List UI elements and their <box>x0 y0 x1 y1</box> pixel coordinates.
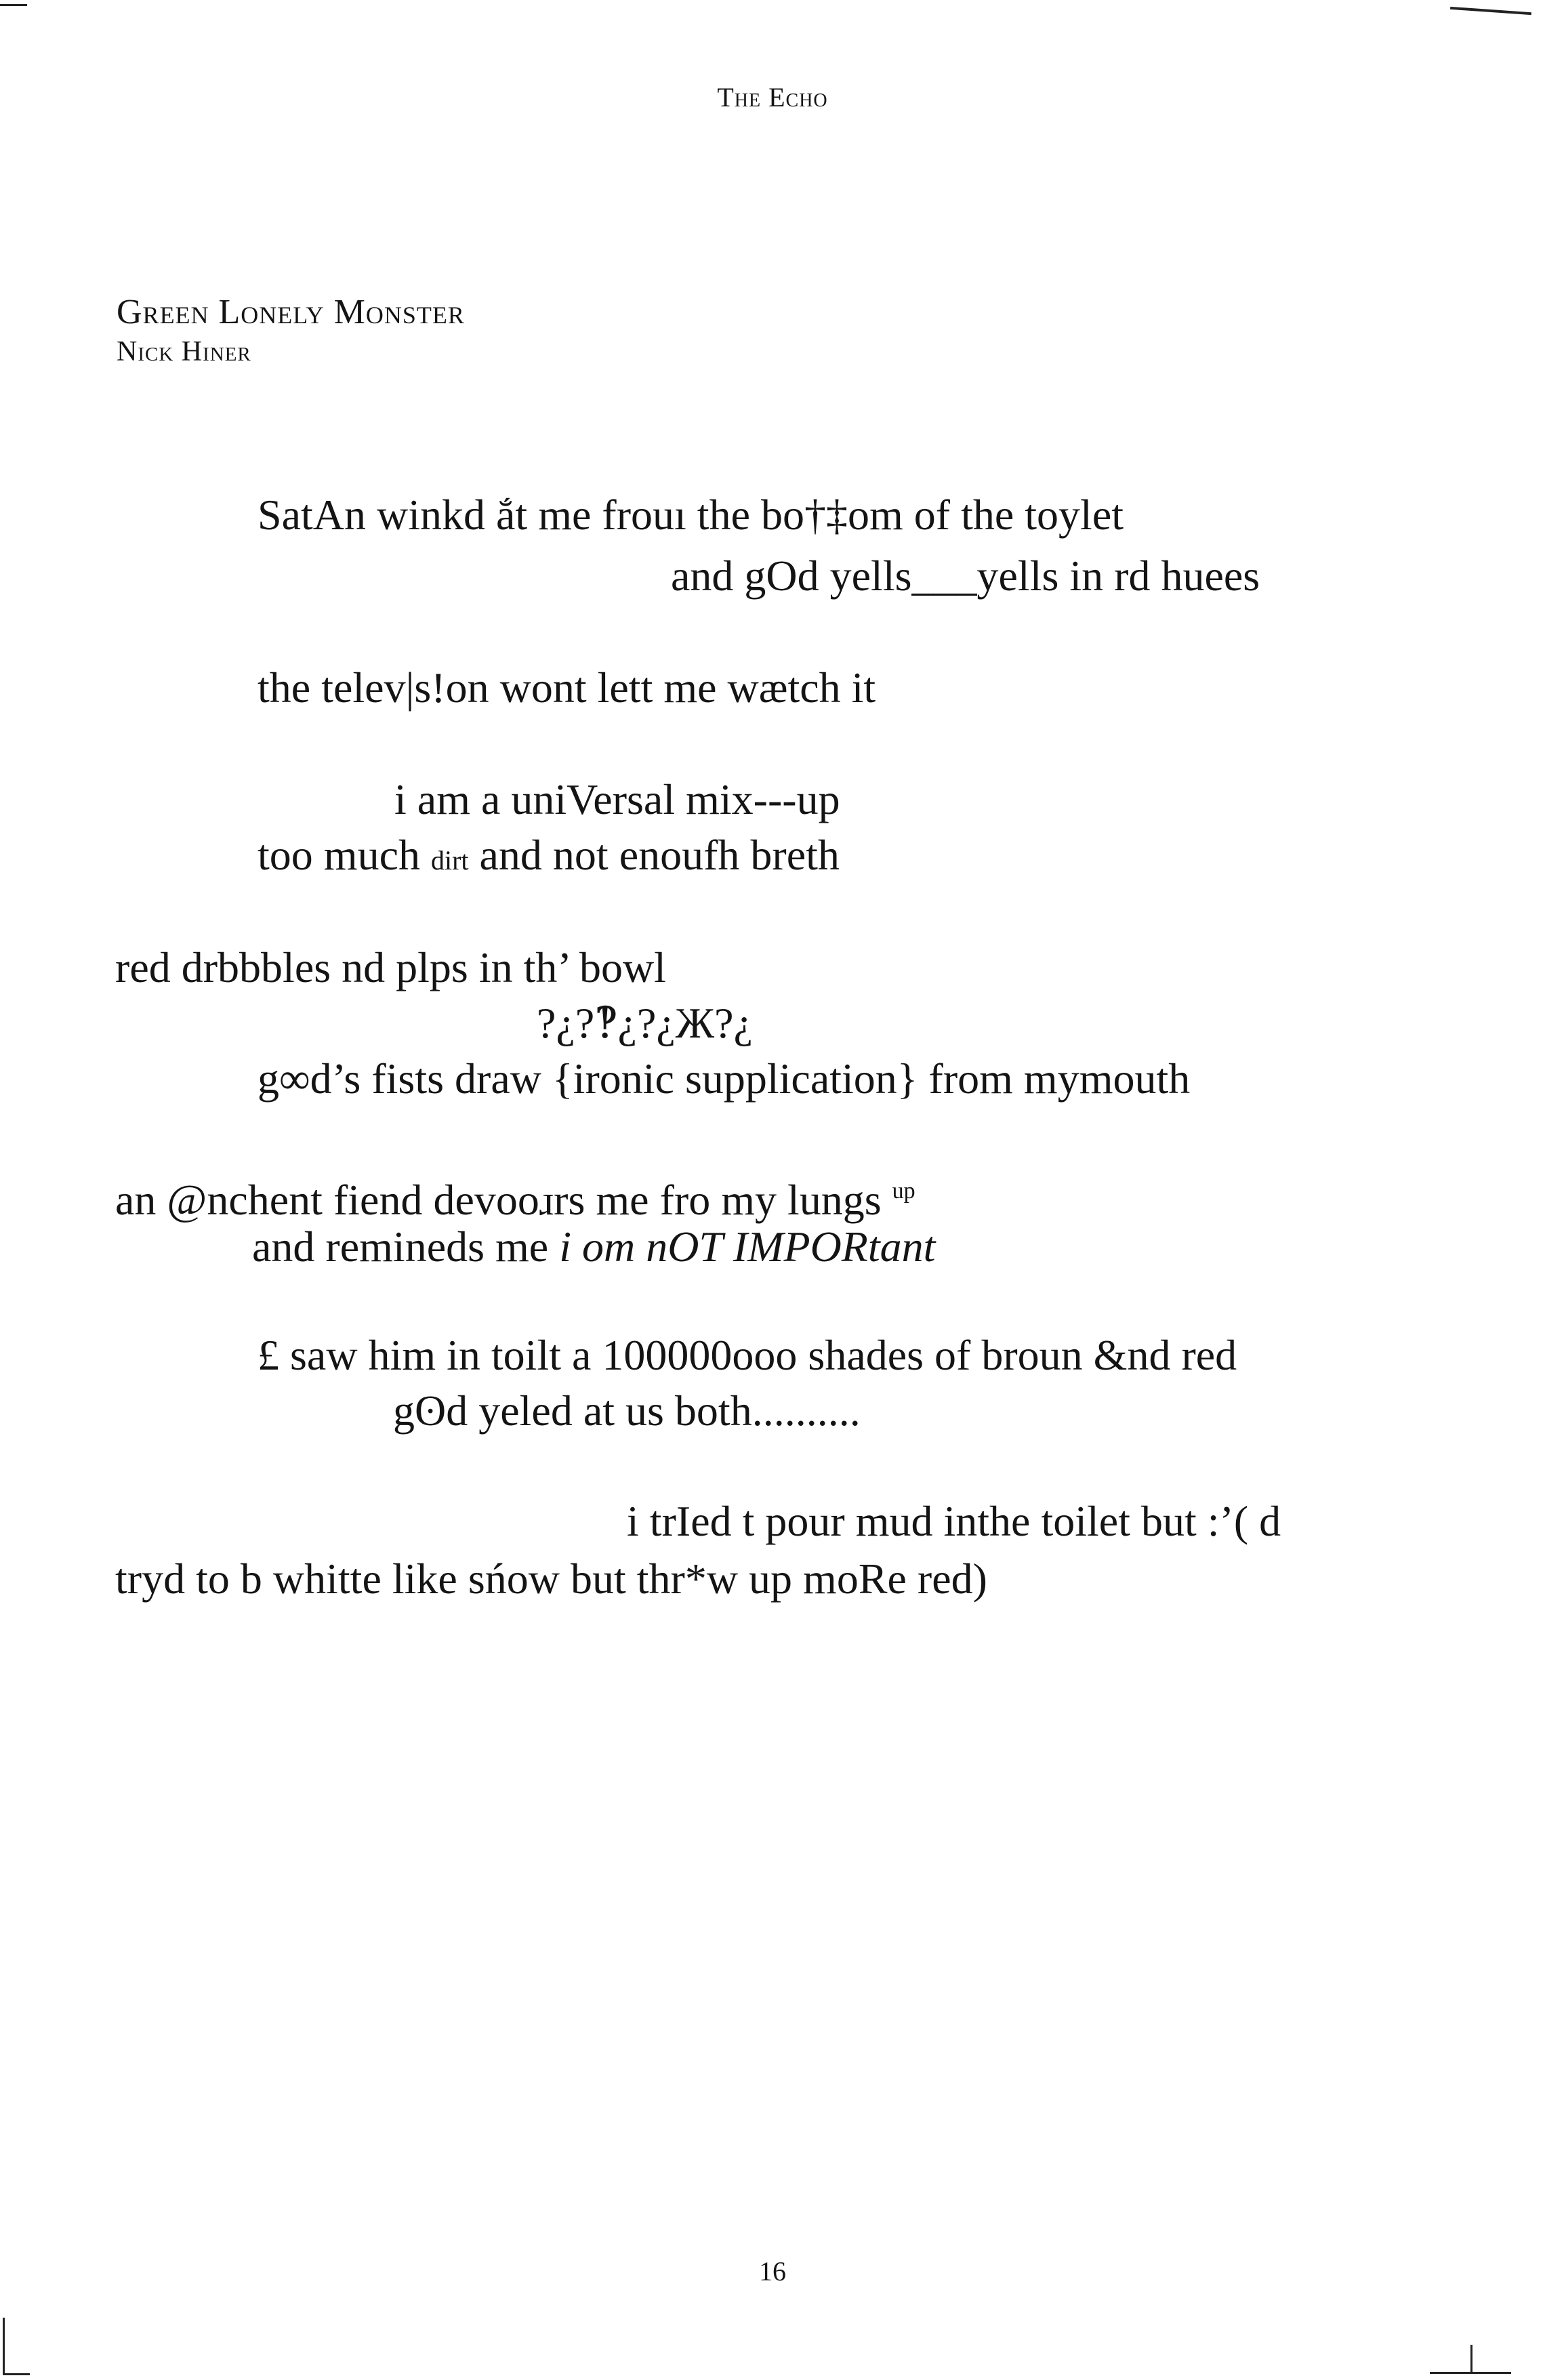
poem-line: £ saw him in toilt a 100000ooo shades of broun &nd red <box>258 1331 1237 1379</box>
page-number: 16 <box>759 2256 786 2286</box>
line-text: and remineds me <box>252 1223 560 1271</box>
poem-line: ?¿?‽¿?¿Ж?¿ <box>537 999 753 1047</box>
scan-mark <box>0 4 27 6</box>
line-text-small: dirt <box>430 845 469 876</box>
poem-line: and gOd yells___yells in rd huees <box>671 552 1260 600</box>
scan-mark <box>1430 2372 1511 2374</box>
line-text-italic: i om nOT IMPORtant <box>559 1223 936 1271</box>
line-text: too much <box>258 831 431 879</box>
poem-line: gʘd yeled at us both.......... <box>393 1387 861 1435</box>
poem-line: red drbbbles nd plps in th’ bowl <box>115 943 666 991</box>
poem-header <box>117 291 465 370</box>
poem-author: Nick Hiner <box>117 336 251 367</box>
poem-line: i am a uniVersal mix---up <box>394 775 840 823</box>
line-text-superscript: up <box>892 1178 915 1204</box>
scan-mark <box>1470 2345 1472 2372</box>
poem-line <box>252 1220 935 1274</box>
poem-line: tryd to b whitte like sńow but thr*w up moRe red) <box>115 1555 987 1603</box>
scan-mark <box>1450 7 1531 15</box>
line-text: an @nchent fiend devooɹrs me fro my lungs <box>115 1176 892 1224</box>
scan-mark <box>3 2373 30 2375</box>
poem-line: g∞d’s fists draw {ironic supplication} from mymouth <box>258 1054 1191 1103</box>
running-head: The Echo <box>717 82 828 112</box>
line-text: and not enoufh breth <box>468 831 840 879</box>
poem-title: Green Lonely Monster <box>117 293 465 331</box>
poem-line: SatAn winkd ắt me frouı the bo†‡om of the toylet <box>258 491 1124 539</box>
poem-line: i trIed t pour mud inthe toilet but :’( d <box>627 1497 1281 1545</box>
scan-mark <box>3 2318 5 2375</box>
poem-line: the telev|s!on wont lett me wætch it <box>258 663 876 712</box>
poem-line <box>258 828 840 888</box>
poem-line <box>115 1164 915 1227</box>
